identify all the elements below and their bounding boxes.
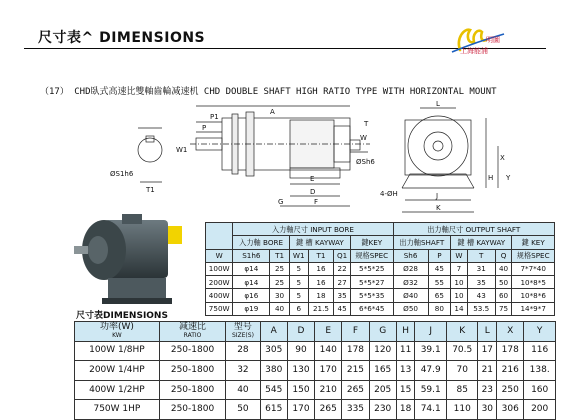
row-power: 200W 1/4HP <box>75 361 160 381</box>
dimension-value-cell: 160 <box>524 380 556 400</box>
dimension-value-cell: 545 <box>260 380 287 400</box>
row-ratio: 250-1800 <box>159 400 225 420</box>
shaft-col-header: Q <box>495 249 512 262</box>
dimension-value-cell: 110 <box>446 400 478 420</box>
shaft-table-cell: 10 <box>451 276 468 289</box>
dimension-value-cell: 265 <box>342 380 369 400</box>
shaft-table-row <box>206 262 555 275</box>
label-t: T <box>364 120 369 128</box>
row-size: 32 <box>226 361 260 381</box>
product-subtitle: （17） CHD臥式高速比雙軸齒輪减速机 CHD DOUBLE SHAFT HIGH RATIO TYPE WITH HORIZONTAL MOUNT <box>40 87 497 97</box>
shaft-col-header: T1 <box>270 249 289 262</box>
shaft-table-cell: 31 <box>467 262 495 275</box>
shaft-table-cell: 21.5 <box>308 302 333 315</box>
shaft-table-cell: 10*8*5 <box>512 276 555 289</box>
dimension-value-cell: 265 <box>315 400 342 420</box>
dimension-value-cell: 74.1 <box>415 400 447 420</box>
dimension-value-cell: 47.9 <box>415 361 447 381</box>
row-size: 40 <box>226 380 260 400</box>
label-k: K <box>436 204 441 212</box>
dimension-value-cell: 23 <box>478 380 497 400</box>
page-title: 尺寸表^ DIMENSIONS <box>38 30 206 46</box>
shaft-col-header: W1 <box>289 249 308 262</box>
shaft-table-cell: φ16 <box>233 289 270 302</box>
dimension-value-cell: 17 <box>478 341 497 361</box>
label-w: W <box>360 134 367 142</box>
label-d: D <box>310 188 316 196</box>
label-x: X <box>500 154 505 162</box>
dimension-value-cell: 85 <box>446 380 478 400</box>
shaft-col-header: P <box>428 249 451 262</box>
dimension-value-cell: 335 <box>342 400 369 420</box>
shaft-row-power: 200W <box>206 276 233 289</box>
shaft-table-cell: 5*5*27 <box>351 276 394 289</box>
shaft-table-cell: 45 <box>428 262 451 275</box>
dimension-value-cell: 59.1 <box>415 380 447 400</box>
shaft-table-cell: Ø32 <box>393 276 428 289</box>
dimension-value-cell: 120 <box>369 341 396 361</box>
shaft-table-row <box>206 289 555 302</box>
dimension-value-cell: 215 <box>342 361 369 381</box>
output-keyway-header: 鍵 槽 KAYWAY <box>451 236 512 249</box>
shaft-table-cell: 40 <box>270 302 289 315</box>
label-s1h6: ØS1h6 <box>110 170 134 178</box>
dimensions-label: 尺寸表DIMENSIONS <box>76 311 168 321</box>
dim-col-header: X <box>497 322 524 342</box>
dimension-value-cell: 21 <box>478 361 497 381</box>
shaft-table-cell: 10 <box>451 289 468 302</box>
shaft-table-cell: 6 <box>289 302 308 315</box>
shaft-table-cell: 16 <box>308 276 333 289</box>
row-ratio: 250-1800 <box>159 361 225 381</box>
dim-col-header: H <box>396 322 415 342</box>
output-shaft-group: 出力軸尺寸 OUTPUT SHAFT <box>393 223 554 236</box>
row-size: 28 <box>226 341 260 361</box>
shaft-row-power: 100W <box>206 262 233 275</box>
shaft-table-cell: 50 <box>495 276 512 289</box>
dimension-value-cell: 116 <box>524 341 556 361</box>
shaft-table-cell: Ø28 <box>393 262 428 275</box>
dimensions-table <box>74 321 556 420</box>
dimension-value-cell: 305 <box>260 341 287 361</box>
dim-col-header: F <box>342 322 369 342</box>
dim-col-header: G <box>369 322 396 342</box>
row-ratio: 250-1800 <box>159 341 225 361</box>
shaft-table-cell: φ19 <box>233 302 270 315</box>
output-key-header: 鍵 KEY <box>512 236 555 249</box>
shaft-table-cell: 35 <box>467 276 495 289</box>
row-power: 750W 1HP <box>75 400 160 420</box>
dimension-value-cell: 39.1 <box>415 341 447 361</box>
shaft-table-cell: 30 <box>270 289 289 302</box>
shaft-col-header: Sh6 <box>393 249 428 262</box>
dimension-value-cell: 230 <box>369 400 396 420</box>
row-size: 50 <box>226 400 260 420</box>
output-shaft-header: 出力軸SHAFT <box>393 236 451 249</box>
shaft-table-cell: 65 <box>428 289 451 302</box>
shaft-table-cell: 16 <box>308 262 333 275</box>
shaft-table-cell: 45 <box>334 302 351 315</box>
dimension-value-cell: 205 <box>369 380 396 400</box>
dim-col-header: K <box>446 322 478 342</box>
shaft-col-header: 规格SPEC <box>512 249 555 262</box>
label-y: Y <box>506 174 511 182</box>
label-t1: T1 <box>146 186 155 194</box>
dimension-value-cell: 200 <box>524 400 556 420</box>
dimension-value-cell: 70.5 <box>446 341 478 361</box>
dim-col-header: A <box>260 322 287 342</box>
shaft-table-cell: 55 <box>428 276 451 289</box>
label-w1: W1 <box>176 146 188 154</box>
shaft-table-cell: 35 <box>334 289 351 302</box>
dim-col-header: D <box>287 322 314 342</box>
dimension-value-cell: 306 <box>497 400 524 420</box>
shaft-col-header: Q1 <box>334 249 351 262</box>
shaft-col-header: 规格SPEC <box>351 249 394 262</box>
dimensions-table-row <box>75 380 556 400</box>
dimension-value-cell: 615 <box>260 400 287 420</box>
shaft-table-cell: 27 <box>334 276 351 289</box>
label-hole: 4-ØH <box>380 190 398 198</box>
input-keyway-header: 鍵 槽 KAYWAY <box>289 236 350 249</box>
shaft-table-cell: 22 <box>334 262 351 275</box>
shaft-table-row <box>206 302 555 315</box>
shaft-table-cell: 6*6*45 <box>351 302 394 315</box>
label-sh6: ØSh6 <box>356 158 375 166</box>
shaft-table-cell: 75 <box>495 302 512 315</box>
dimension-value-cell: 18 <box>396 400 415 420</box>
shaft-table-cell: 18 <box>308 289 333 302</box>
dimension-value-cell: 178 <box>342 341 369 361</box>
dimension-value-cell: 250 <box>497 380 524 400</box>
label-p1: P1 <box>210 113 219 121</box>
model-header: 型号 SIZE(S) <box>226 322 260 342</box>
shaft-table-corner <box>206 223 233 250</box>
dimension-value-cell: 170 <box>315 361 342 381</box>
dimension-value-cell: 138. <box>524 361 556 381</box>
shaft-table-cell: 40 <box>495 262 512 275</box>
dimension-value-cell: 178 <box>497 341 524 361</box>
input-key-header: 鍵KEY <box>351 236 394 249</box>
shaft-table-cell: 10*8*6 <box>512 289 555 302</box>
dimension-value-cell: 150 <box>287 380 314 400</box>
label-a: A <box>270 108 275 116</box>
shaft-table-cell: 5 <box>289 276 308 289</box>
dimension-value-cell: 11 <box>396 341 415 361</box>
dimensions-table-row <box>75 341 556 361</box>
label-h: H <box>488 174 494 182</box>
dimensions-table-row <box>75 400 556 420</box>
dim-col-header: J <box>415 322 447 342</box>
shaft-table-cell: 25 <box>270 262 289 275</box>
label-f: F <box>314 198 319 206</box>
dimension-value-cell: 90 <box>287 341 314 361</box>
label-e: E <box>310 175 315 183</box>
svg-text:明圖: 明圖 <box>486 36 500 44</box>
shaft-row-power: 400W <box>206 289 233 302</box>
logo-caption: 上海能浦 <box>460 47 488 55</box>
shaft-table-cell: φ14 <box>233 262 270 275</box>
shaft-row-power: 750W <box>206 302 233 315</box>
dimension-value-cell: 15 <box>396 380 415 400</box>
dimension-value-cell: 70 <box>446 361 478 381</box>
dimension-value-cell: 210 <box>315 380 342 400</box>
shaft-table-cell: 5*5*35 <box>351 289 394 302</box>
shaft-col-header: S1h6 <box>233 249 270 262</box>
row-ratio: 250-1800 <box>159 380 225 400</box>
dim-col-header: Y <box>524 322 556 342</box>
row-power: 400W 1/2HP <box>75 380 160 400</box>
dimension-value-cell: 13 <box>396 361 415 381</box>
row-power: 100W 1/8HP <box>75 341 160 361</box>
shaft-table-cell: 43 <box>467 289 495 302</box>
dimension-value-cell: 165 <box>369 361 396 381</box>
dimension-value-cell: 216 <box>497 361 524 381</box>
dimension-value-cell: 170 <box>287 400 314 420</box>
shaft-table-cell: 5 <box>289 289 308 302</box>
dimension-value-cell: 130 <box>287 361 314 381</box>
shaft-table-cell: 7*7*40 <box>512 262 555 275</box>
input-bore-group: 入力軸尺寸 INPUT BORE <box>233 223 393 236</box>
shaft-table-cell: 5*5*25 <box>351 262 394 275</box>
label-g: G <box>278 198 284 206</box>
shaft-col-header: T <box>467 249 495 262</box>
shaft-col-header: W <box>206 249 233 262</box>
shaft-table-cell: 80 <box>428 302 451 315</box>
shaft-table-cell: 60 <box>495 289 512 302</box>
shaft-table-cell: φ14 <box>233 276 270 289</box>
shaft-table-cell: 25 <box>270 276 289 289</box>
dim-col-header: L <box>478 322 497 342</box>
dimension-value-cell: 380 <box>260 361 287 381</box>
shaft-table-cell: 14 <box>451 302 468 315</box>
ratio-header: 减速比 RATIO <box>159 322 225 342</box>
shaft-table-row <box>206 276 555 289</box>
shaft-dimensions-table <box>205 222 555 316</box>
shaft-table-cell: Ø50 <box>393 302 428 315</box>
power-header: 功率(W) KW <box>75 322 160 342</box>
shaft-table-cell: 7 <box>451 262 468 275</box>
dimension-value-cell: 30 <box>478 400 497 420</box>
motor-photo <box>68 202 202 310</box>
label-j: J <box>436 192 439 200</box>
shaft-table-cell: 53.5 <box>467 302 495 315</box>
dimensions-table-row <box>75 361 556 381</box>
label-l: L <box>436 100 440 108</box>
shaft-table-cell: 14*9*7 <box>512 302 555 315</box>
dimension-value-cell: 140 <box>315 341 342 361</box>
dim-col-header: E <box>315 322 342 342</box>
input-bore-header: 入力軸 BORE <box>233 236 289 249</box>
shaft-table-cell: Ø40 <box>393 289 428 302</box>
label-p: P <box>202 124 207 132</box>
shaft-col-header: T1 <box>308 249 333 262</box>
shaft-col-header: W <box>451 249 468 262</box>
shaft-table-cell: 5 <box>289 262 308 275</box>
